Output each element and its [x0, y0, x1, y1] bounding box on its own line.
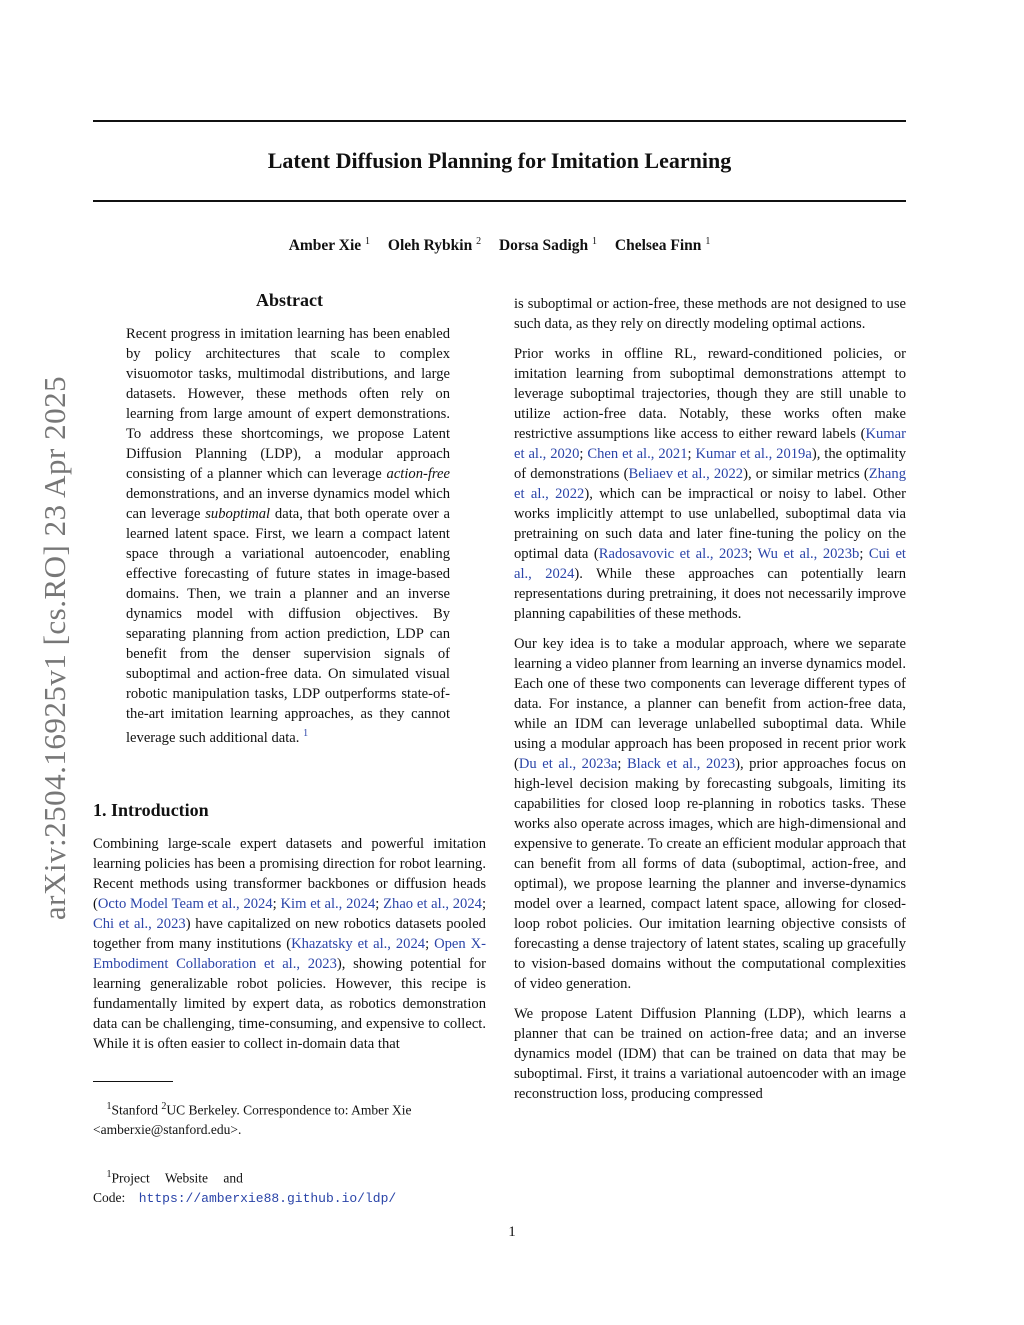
author: Oleh Rybkin $^2$: [387, 236, 482, 255]
citation-link[interactable]: Zhang et al., 2022: [514, 466, 906, 502]
intro-paragraph-1-continued: is suboptimal or action-free, these methods are not designed to use such data, as they rely on directly modeling optimal actions.: [514, 296, 906, 332]
citation-link[interactable]: Khazatsky et al., 2024: [291, 935, 426, 952]
left-column: [93, 290, 486, 1064]
citation-link[interactable]: Du et al., 2023a: [518, 756, 618, 772]
citation-link[interactable]: Cui et al., 2024: [514, 546, 906, 582]
citation-link[interactable]: Beliaev et al., 2022: [628, 466, 744, 482]
footnote-project-link: $^1$Project Website and Code: https://amberxie88.github.io/ldp/: [93, 1169, 397, 1206]
author: Dorsa Sadigh $^1$: [498, 236, 597, 255]
author: Amber Xie $^1$: [288, 236, 371, 255]
citation-link[interactable]: Open X-Embodiment Collaboration et al., 2023: [93, 935, 487, 972]
project-url-link[interactable]: https://amberxie88.github.io/ldp/: [138, 1190, 397, 1206]
citation-link[interactable]: Chi et al., 2023: [93, 915, 186, 932]
abstract-body: Recent progress in imitation learning has been enabled by policy architectures that scale to complex visuomotor tasks, multimodal distributions, and large datasets. However, these methods often rely on learning from large amount of expert demonstrations. To address these shortcomings, we propose Latent Diffusion Planning (LDP), a modular approach consisting of a planner which can leverage action-free demonstrations, and an inverse dynamics model which can leverage suboptimal data, that both operate over a learned latent space. First, we learn a compact latent space through a variational autoencoder, enabling effective forecasting of future states in image-based domains. Then, we train a planner and an inverse dynamics model with diffusion objectives. By separating planning from action prediction, LDP can benefit from the denser supervision signals of suboptimal and action-free data. On simulated visual robotic manipulation tasks, LDP outperforms state-of-the-art imitation learning approaches, as they cannot leverage such additional data. $^1$: [126, 326, 450, 746]
citation-link[interactable]: Black et al., 2023: [626, 756, 736, 772]
citation-link[interactable]: Wu et al., 2023b: [757, 546, 860, 562]
section-heading-introduction: 1. Introduction: [93, 799, 209, 820]
title-top-rule: [93, 120, 906, 122]
citation-link[interactable]: Kim et al., 2024: [280, 895, 376, 912]
citation-link[interactable]: Radosavovic et al., 2023: [598, 546, 749, 562]
citation-link[interactable]: Zhao et al., 2024: [383, 895, 482, 912]
arxiv-sidebar-stamp: arXiv:2504.16925v1 [cs.RO] 23 Apr 2025: [37, 375, 72, 921]
citation-link[interactable]: Octo Model Team et al., 2024: [97, 895, 273, 912]
page-number: 1: [508, 1224, 516, 1240]
intro-paragraph-3: Our key idea is to take a modular approach, where we separate learning a video planner from learning an inverse dynamics model. Each one of these two components can leverage different types of data. For instance, a planner can benefit from action-free data, while an IDM can leverage unlabelled suboptimal data. While using a modular approach has been proposed in recent prior work (Du et al., 2023a; Black et al., 2023), prior approaches focus on high-level decision making by forecasting subgoals, limiting its capabilities for closed loop re-planning in robotics tasks. These works also operate across images, which are high-dimensional and expensive to generate. To create an efficient modular approach that can benefit from all forms of data (suboptimal, action-free, and optimal), we propose learning the planner and inverse-dynamics model over a learned, compact latent space, allowing for closed-loop robot policies. Our imitation learning objective consists of forecasting a dense trajectory of latent states, scaling up gracefully to vision-based domains without the computational complexities of video generation.: [514, 636, 906, 992]
author: Chelsea Finn $^1$: [614, 236, 711, 255]
footnote-link[interactable]: 1: [303, 728, 309, 739]
citation-link[interactable]: Kumar et al., 2019a: [695, 446, 812, 462]
paper-title: Latent Diffusion Planning for Imitation Learning: [267, 148, 732, 173]
citation-link[interactable]: Kumar et al., 2020: [514, 426, 906, 462]
author-list: [93, 236, 906, 255]
intro-paragraph-4: We propose Latent Diffusion Planning (LDP), which learns a planner that can be trained on action-free data; and an inverse dynamics model (IDM) that can be trained on data that may be suboptimal. First, it trains a variational autoencoder with an image reconstruction loss, producing compressed: [514, 1006, 906, 1102]
footnote-rule: [93, 1081, 173, 1082]
abstract-heading: Abstract: [256, 290, 323, 310]
intro-paragraph-2: Prior works in offline RL, reward-conditioned policies, or imitation learning from suboptimal demonstrations attempt to leverage suboptimal trajectories, though they are still unable to utilize action-free data. Notably, these works often make restrictive assumptions like access to either reward labels (Kumar et al., 2020; Chen et al., 2021; Kumar et al., 2019a), the optimality of demonstrations (Beliaev et al., 2022), or similar metrics (Zhang et al., 2022), which can be impractical or noisy to label. Other works implicitly attempt to use unlabelled, suboptimal data via pretraining on such data and later fine-tuning the policy on the optimal data (Radosavovic et al., 2023; Wu et al., 2023b; Cui et al., 2024). While these approaches can potentially learn representations during pretraining, it does not necessarily improve planning capabilities of these methods.: [514, 346, 907, 622]
citation-link[interactable]: Chen et al., 2021: [587, 446, 688, 462]
footnote-affiliations: $^1$Stanford $^2$UC Berkeley. Correspondence to: Amber Xie <amberxie@stanford.edu>.: [93, 1101, 412, 1137]
right-column: [514, 294, 906, 1114]
intro-paragraph-1: Combining large-scale expert datasets and powerful imitation learning policies has been a promising direction for robot learning. Recent methods using transformer backbones or diffusion heads (Octo Model Team et al., 2024; Kim et al., 2024; Zhao et al., 2024; Chi et al., 2023) have capitalized on new robotics datasets pooled together from many institutions (Khazatsky et al., 2024; Open X-Embodiment Collaboration et al., 2023), showing potential for learning generalizable robot policies. However, this recipe is fundamentally limited by expert data, as robotics demonstration data can be challenging, time-consuming, and expensive to collect. While it is often easier to collect in-domain data that: [93, 835, 487, 1052]
title-bottom-rule: [93, 200, 906, 202]
